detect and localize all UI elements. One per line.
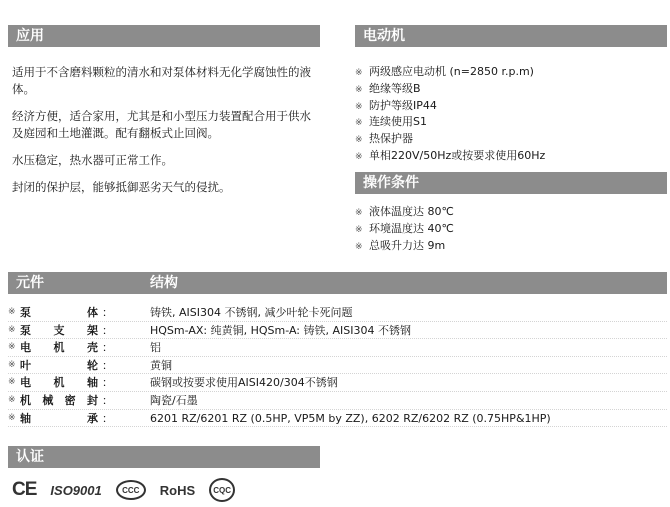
motor-spec-text: 单相220V/50Hz或按要求使用60Hz — [369, 148, 546, 162]
bullet-mark: ※ — [355, 151, 363, 162]
bullet-mark: ※ — [8, 342, 16, 353]
component-name: 电机壳 — [20, 341, 98, 355]
cqc-mark-icon: CQC — [209, 478, 235, 502]
component-value: 黄铜 — [150, 358, 172, 372]
table-row — [8, 304, 667, 322]
bullet-mark: ※ — [8, 377, 16, 388]
table-row — [8, 339, 667, 357]
components-header — [8, 272, 667, 294]
colon: ： — [102, 341, 113, 355]
bullet-mark: ※ — [355, 224, 363, 235]
application-header: 应用 — [8, 25, 320, 47]
condition-item — [355, 204, 454, 221]
component-value: HQSm-AX: 纯黄铜, HQSm-A: 铸铁, AISI304 不锈钢 — [150, 323, 411, 337]
table-row — [8, 410, 667, 428]
application-text — [12, 64, 312, 206]
iso9001-icon: ISO9001 — [50, 482, 102, 498]
condition-text: 总吸升力达 9m — [369, 238, 446, 252]
condition-text: 液体温度达 80℃ — [369, 205, 454, 218]
motor-spec-text: 绝缘等级B — [369, 81, 421, 95]
application-paragraph: 封闭的保护层，能够抵御恶劣天气的侵扰。 — [12, 180, 231, 194]
component-name: 叶轮 — [20, 358, 98, 372]
bullet-mark: ※ — [355, 84, 363, 95]
bullet-mark: ※ — [355, 241, 363, 252]
component-name: 轴承 — [20, 411, 98, 425]
table-row — [8, 357, 667, 375]
table-row — [8, 392, 667, 410]
motor-spec-list — [355, 64, 545, 165]
bullet-mark: ※ — [355, 208, 363, 218]
component-value: 6201 RZ/6201 RZ (0.5HP, VP5M by ZZ), 6202 RZ/6202 RZ (0.75HP&1HP) — [150, 411, 551, 425]
certification-logos — [12, 478, 235, 502]
component-value: 铸铁, AISI304 不锈钢, 减少叶轮卡死问题 — [150, 306, 353, 319]
colon: ： — [102, 323, 113, 337]
operating-conditions-list — [355, 204, 454, 254]
motor-spec-text: 连续使用S1 — [369, 115, 427, 129]
application-paragraph: 水压稳定，热水器可正常工作。 — [12, 153, 173, 167]
components-table — [8, 304, 667, 427]
motor-spec-item — [355, 81, 545, 98]
motor-spec-item — [355, 148, 545, 165]
colon: ： — [102, 376, 113, 390]
component-value: 铝 — [150, 341, 161, 355]
motor-spec-item — [355, 98, 545, 115]
bullet-mark: ※ — [8, 412, 16, 423]
colon: ： — [102, 358, 113, 372]
motor-header: 电动机 — [355, 25, 667, 47]
application-paragraph: 经济方便，适合家用，尤其是和小型压力装置配合用于供水及庭园和土地灌溉。配有翻板式止回阀。 — [12, 109, 311, 140]
bullet-mark: ※ — [355, 118, 363, 129]
colon: ： — [102, 393, 113, 407]
table-row — [8, 322, 667, 340]
operating-conditions-header: 操作条件 — [355, 172, 667, 194]
colon: ： — [102, 306, 113, 319]
bullet-mark: ※ — [355, 135, 363, 146]
condition-item — [355, 238, 454, 255]
colon: ： — [102, 411, 113, 425]
motor-spec-text: 两级感应电动机 (n=2850 r.p.m) — [369, 65, 534, 78]
structure-col-header: 结构 — [150, 275, 178, 291]
component-name: 机械密封 — [20, 393, 98, 407]
motor-spec-item — [355, 64, 545, 81]
motor-spec-text: 热保护器 — [369, 132, 413, 146]
component-value: 陶瓷/石墨 — [150, 393, 198, 407]
application-paragraph: 适用于不含磨料颗粒的清水和对泵体材料无化学腐蚀性的液体。 — [12, 65, 311, 96]
bullet-mark: ※ — [355, 101, 363, 112]
bullet-mark: ※ — [8, 359, 16, 370]
component-name: 泵体 — [20, 306, 98, 319]
motor-spec-item — [355, 114, 545, 131]
ce-mark-icon: CE — [12, 479, 37, 500]
bullet-mark: ※ — [355, 68, 363, 78]
component-name: 电机轴 — [20, 376, 98, 390]
condition-item — [355, 221, 454, 238]
components-col-header: 元件 — [16, 275, 44, 291]
ccc-mark-icon: CCC — [116, 480, 146, 500]
component-name: 泵支架 — [20, 323, 98, 337]
rohs-icon: RoHS — [159, 482, 196, 498]
bullet-mark: ※ — [8, 307, 16, 317]
bullet-mark: ※ — [8, 394, 16, 405]
table-row — [8, 374, 667, 392]
motor-spec-item — [355, 131, 545, 148]
certification-header: 认证 — [8, 446, 320, 468]
bullet-mark: ※ — [8, 324, 16, 335]
motor-spec-text: 防护等级IP44 — [369, 98, 437, 112]
component-value: 碳钢或按要求使用AISI420/304不锈钢 — [150, 376, 338, 390]
condition-text: 环境温度达 40℃ — [369, 221, 454, 235]
